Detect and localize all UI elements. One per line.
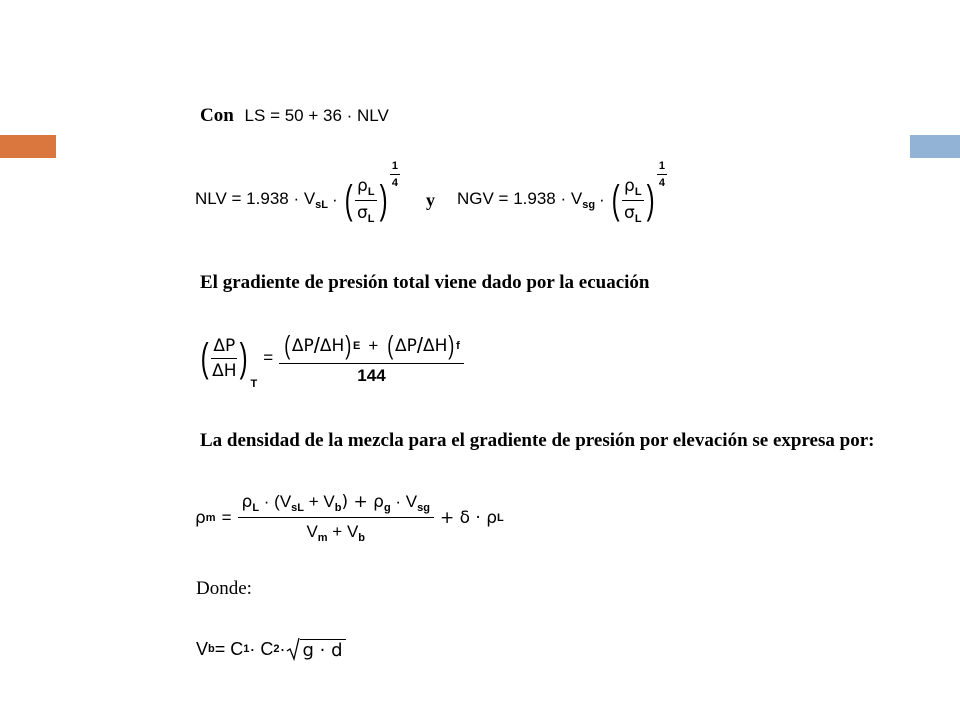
gradient-fraction: ( ΔP / ΔH ) E + ( ΔP / ΔH ) f 144 [279, 330, 464, 386]
paragraph-donde: Donde: [196, 578, 252, 599]
con-prefix: Con [200, 105, 234, 126]
sqrt-symbol: g · d [286, 637, 346, 661]
dot-operator: · [332, 190, 338, 209]
con-line [200, 105, 389, 127]
paragraph-gradient: El gradiente de presión total viene dado por la ecuación [200, 272, 650, 293]
denominator-144: 144 [357, 366, 386, 385]
right-accent-bar [910, 135, 960, 158]
paragraph-density: La densidad de la mezcla para el gradiente de presión por elevación se expresa por: [200, 430, 875, 451]
density-fraction: $\frac{\rho_L \cdot (V_{sL} + V_b) + \rho_g \cdot V_{sg}}{V_m + V_b}$ [238, 492, 434, 544]
subscript-t: T [250, 378, 258, 390]
vb-equation: V b = C 1 · C 2 · g · d [196, 637, 346, 661]
nlv-ngv-equation: NLV = $1.938 \cdot V_{sL}$ · ( $\frac{\rho_L}{\sigma_L}$ ) $\frac{1}{4}$ y NGV = $1.938 \cdot V_{sg}$ · ( $\frac{\rho_L}{\sigma_L}$ ) $\frac{1}{4}$ [195, 160, 666, 225]
exponent-1: $\frac{1}{4}$ [391, 160, 398, 189]
nlv-lhs: NLV = $1.938 \cdot V_{sL}$ [195, 189, 329, 211]
radical-sign [286, 637, 300, 661]
left-accent-bar [0, 135, 56, 158]
mixture-density-equation: ρ m = $\frac{\rho_L \cdot (V_{sL} + V_b) + \rho_g \cdot V_{sg}}{V_m + V_b}$ + δ · ρ L [195, 492, 504, 544]
rho-over-sigma-1: $\frac{\rho_L}{\sigma_L}$ [357, 175, 375, 225]
ngv-lhs: NGV = $1.938 \cdot V_{sg}$ [457, 189, 596, 211]
dp-over-dh: $\frac{\Delta P}{\Delta H}$ [212, 335, 237, 381]
connector-y: y [426, 189, 435, 210]
exponent-2: $\frac{1}{4}$ [658, 160, 666, 189]
pressure-gradient-equation: ( $\frac{\Delta P}{\Delta H}$ ) T = ( ΔP / ΔH ) E + ( ΔP / ΔH ) f 144 [198, 318, 464, 398]
ls-equation: LS = 50 + 36 · NLV [244, 106, 389, 125]
rho-over-sigma-2: $\frac{\rho_L}{\sigma_L}$ [624, 175, 642, 225]
